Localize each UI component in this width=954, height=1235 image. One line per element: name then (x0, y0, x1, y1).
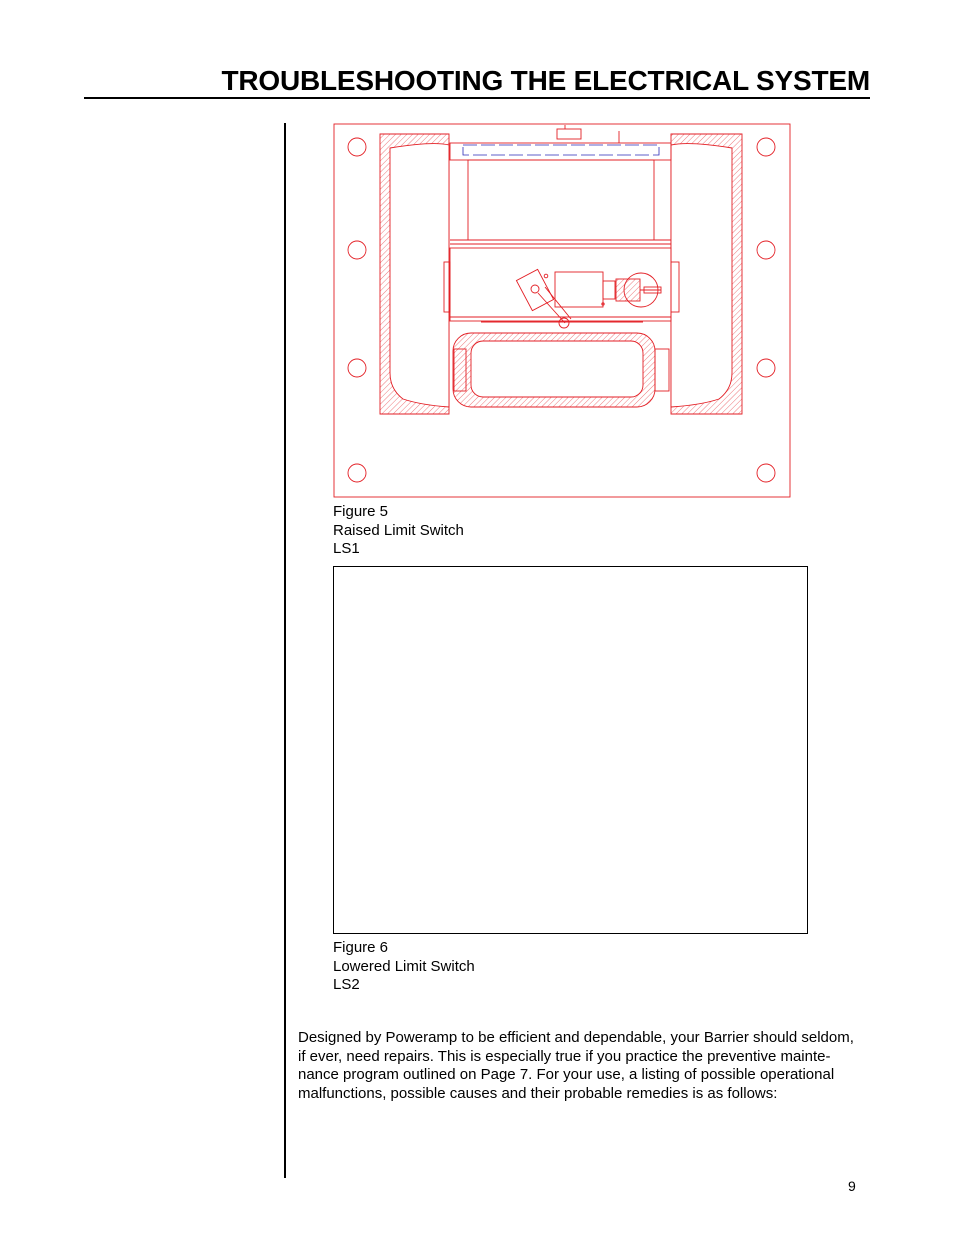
switch-bracket (444, 248, 679, 322)
figure-5-drawing (333, 123, 791, 498)
figure-6-code: LS2 (333, 976, 360, 993)
right-arm (671, 134, 742, 414)
page-title: TROUBLESHOOTING THE ELECTRICAL SYSTEM (221, 65, 870, 96)
intro-line: Designed by Poweramp to be efficient and dependable, your Barrier should seldom, (298, 1029, 854, 1046)
intro-line: if ever, need repairs. This is especially true if you practice the preventive mainte- (298, 1047, 831, 1065)
lower-frame (453, 333, 669, 407)
intro-line: nance program outlined on Page 7. For your use, a listing of possible operational (298, 1066, 835, 1084)
figure-5-caption (333, 503, 464, 559)
figure-6-caption (333, 939, 475, 995)
left-arm (380, 134, 449, 414)
top-housing (450, 125, 671, 244)
figure-6-label: Figure 6 (333, 939, 389, 956)
page-number: 9 (848, 1178, 856, 1194)
figure-5-label: Figure 5 (333, 503, 389, 520)
left-margin-rule (284, 123, 286, 1178)
intro-paragraph (298, 1029, 866, 1103)
figure-6-frame (333, 566, 808, 934)
figure-6-title: Lowered Limit Switch (333, 957, 475, 975)
intro-line: malfunctions, possible causes and their probable remedies is as follows: (298, 1084, 778, 1102)
limit-switch (516, 269, 661, 328)
figure-5-code: LS1 (333, 540, 360, 557)
figure-5-title: Raised Limit Switch (333, 521, 464, 539)
title-underline (84, 97, 870, 99)
